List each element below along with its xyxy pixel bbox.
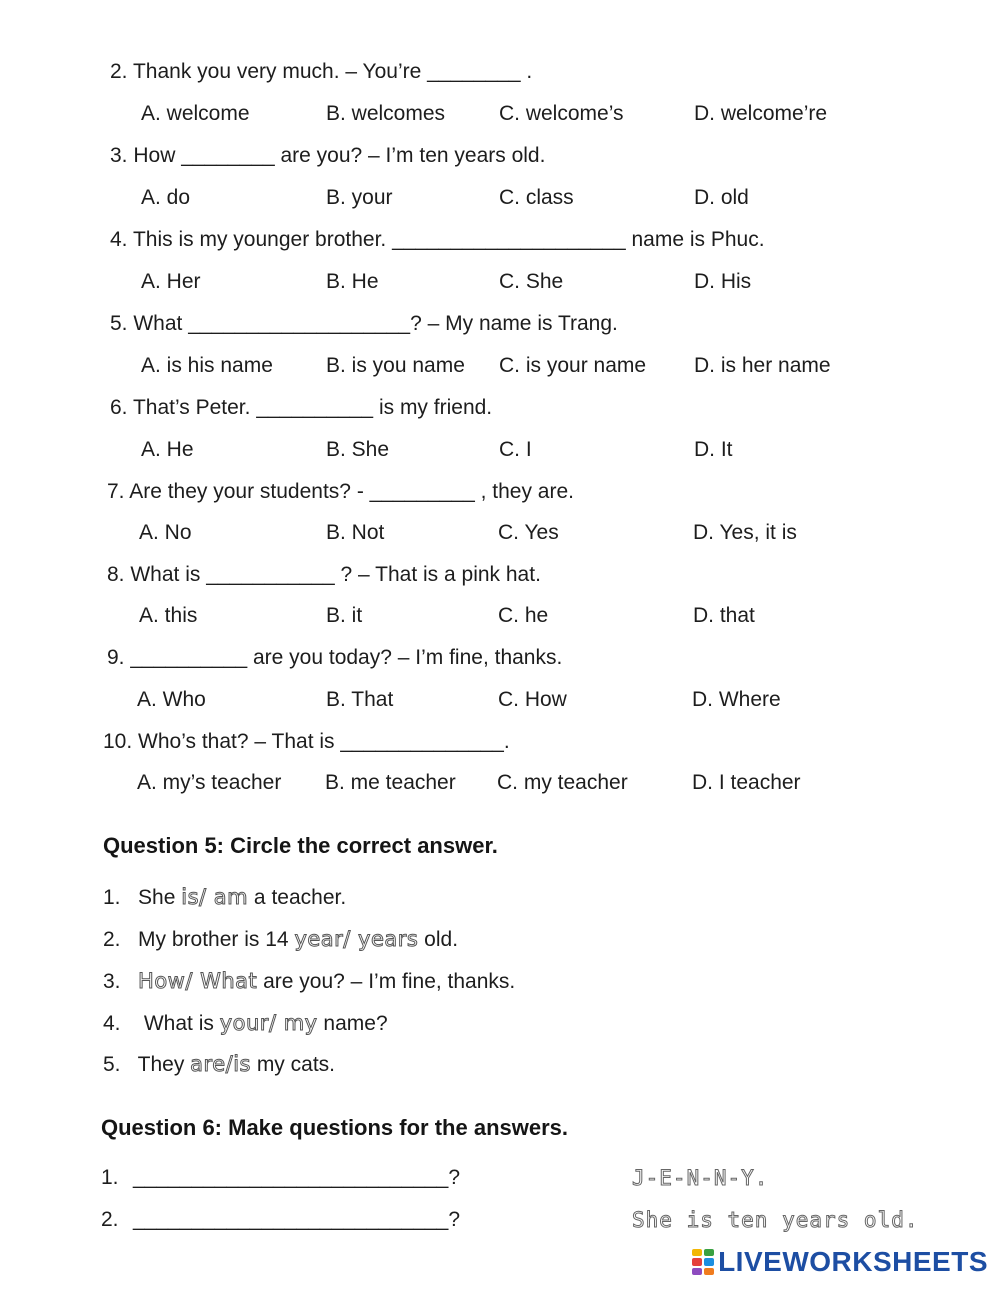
option-a: A. this bbox=[139, 604, 198, 627]
item-number: 3. bbox=[103, 970, 121, 993]
option-d: D. welcome’re bbox=[694, 102, 828, 125]
option-d: D. It bbox=[694, 438, 733, 461]
option-b: B. welcomes bbox=[326, 102, 446, 125]
option-b: B. He bbox=[326, 270, 379, 293]
option-a: A. Who bbox=[137, 688, 206, 711]
answer-choice[interactable]: year/ years bbox=[294, 927, 419, 951]
item-text-after: a teacher. bbox=[248, 886, 347, 909]
question-5: 5. What ___________________? – My name is Trang. bbox=[110, 312, 618, 335]
answer-blank-input[interactable]: ___________________________? bbox=[133, 1208, 461, 1231]
item-text-before: She bbox=[138, 886, 182, 909]
list-item bbox=[103, 1052, 335, 1077]
option-c: C. She bbox=[499, 270, 564, 293]
list-item bbox=[103, 969, 515, 994]
option-b: B. your bbox=[326, 186, 393, 209]
item-number: 1. bbox=[101, 1166, 119, 1189]
option-b: B. is you name bbox=[326, 354, 465, 377]
option-c: C. How bbox=[498, 688, 567, 711]
option-a: A. Her bbox=[141, 270, 201, 293]
question-6: 6. That’s Peter. __________ is my friend. bbox=[110, 396, 493, 419]
item-number: 1. bbox=[103, 886, 121, 909]
item-text-before: What is bbox=[143, 1012, 220, 1035]
list-item bbox=[103, 927, 458, 952]
question-10: 10. Who’s that? – That is ______________. bbox=[103, 730, 510, 753]
list-item bbox=[103, 1011, 388, 1036]
option-a: A. welcome bbox=[141, 102, 250, 125]
list-item bbox=[103, 885, 346, 910]
question-5-heading: Question 5: Circle the correct answer. bbox=[103, 833, 498, 858]
option-c: C. my teacher bbox=[497, 771, 628, 794]
option-d: D. Yes, it is bbox=[693, 521, 797, 544]
answer-choice[interactable]: are/is bbox=[190, 1052, 251, 1076]
item-number: 5. bbox=[103, 1053, 121, 1076]
option-b: B. Not bbox=[326, 521, 385, 544]
question-6-heading: Question 6: Make questions for the answers. bbox=[101, 1115, 568, 1140]
question-2: 2. Thank you very much. – You’re ________ . bbox=[110, 60, 533, 83]
option-a: A. my’s teacher bbox=[137, 771, 282, 794]
option-b: B. me teacher bbox=[325, 771, 456, 794]
option-d: D. Where bbox=[692, 688, 781, 711]
liveworksheets-logo bbox=[692, 1245, 988, 1279]
option-c: C. Yes bbox=[498, 521, 559, 544]
brand-icon bbox=[692, 1249, 714, 1275]
option-b: B. That bbox=[326, 688, 394, 711]
option-c: C. he bbox=[498, 604, 549, 627]
question-7: 7. Are they your students? - _________ , they are. bbox=[107, 480, 574, 503]
option-c: C. I bbox=[499, 438, 532, 461]
given-answer: She is ten years old. bbox=[632, 1208, 919, 1232]
option-d: D. old bbox=[694, 186, 749, 209]
question-3: 3. How ________ are you? – I’m ten years old. bbox=[110, 144, 546, 167]
option-a: A. do bbox=[141, 186, 191, 209]
question-9: 9. __________ are you today? – I’m fine, thanks. bbox=[107, 646, 563, 669]
option-d: D. is her name bbox=[694, 354, 831, 377]
item-text-after: old. bbox=[418, 928, 459, 951]
option-a: A. is his name bbox=[141, 354, 273, 377]
item-number: 2. bbox=[101, 1208, 119, 1231]
option-d: D. that bbox=[693, 604, 755, 627]
option-b: B. it bbox=[326, 604, 363, 627]
item-text-after: my cats. bbox=[250, 1053, 335, 1076]
question-8: 8. What is ___________ ? – That is a pink hat. bbox=[107, 563, 541, 586]
answer-choice[interactable]: your/ my bbox=[219, 1011, 318, 1035]
item-number: 4. bbox=[103, 1012, 121, 1035]
option-d: D. His bbox=[694, 270, 752, 293]
option-c: C. is your name bbox=[499, 354, 647, 377]
answer-choice[interactable]: How/ What bbox=[138, 969, 258, 993]
option-a: A. He bbox=[141, 438, 194, 461]
option-c: C. class bbox=[499, 186, 574, 209]
option-b: B. She bbox=[326, 438, 390, 461]
option-a: A. No bbox=[139, 521, 192, 544]
item-text-before: My brother is 14 bbox=[138, 928, 295, 951]
option-c: C. welcome’s bbox=[499, 102, 624, 125]
given-answer: J-E-N-N-Y. bbox=[632, 1166, 769, 1190]
answer-blank-input[interactable]: ___________________________? bbox=[133, 1166, 461, 1189]
item-text-before: They bbox=[137, 1053, 191, 1076]
item-text-after: name? bbox=[317, 1012, 388, 1035]
item-text-after: are you? – I’m fine, thanks. bbox=[257, 970, 516, 993]
answer-choice[interactable]: is/ am bbox=[181, 885, 249, 909]
brand-name: LIVEWORKSHEETS bbox=[718, 1246, 988, 1277]
option-d: D. I teacher bbox=[692, 771, 801, 794]
question-4: 4. This is my younger brother. ____________________ name is Phuc. bbox=[110, 228, 765, 251]
item-number: 2. bbox=[103, 928, 121, 951]
